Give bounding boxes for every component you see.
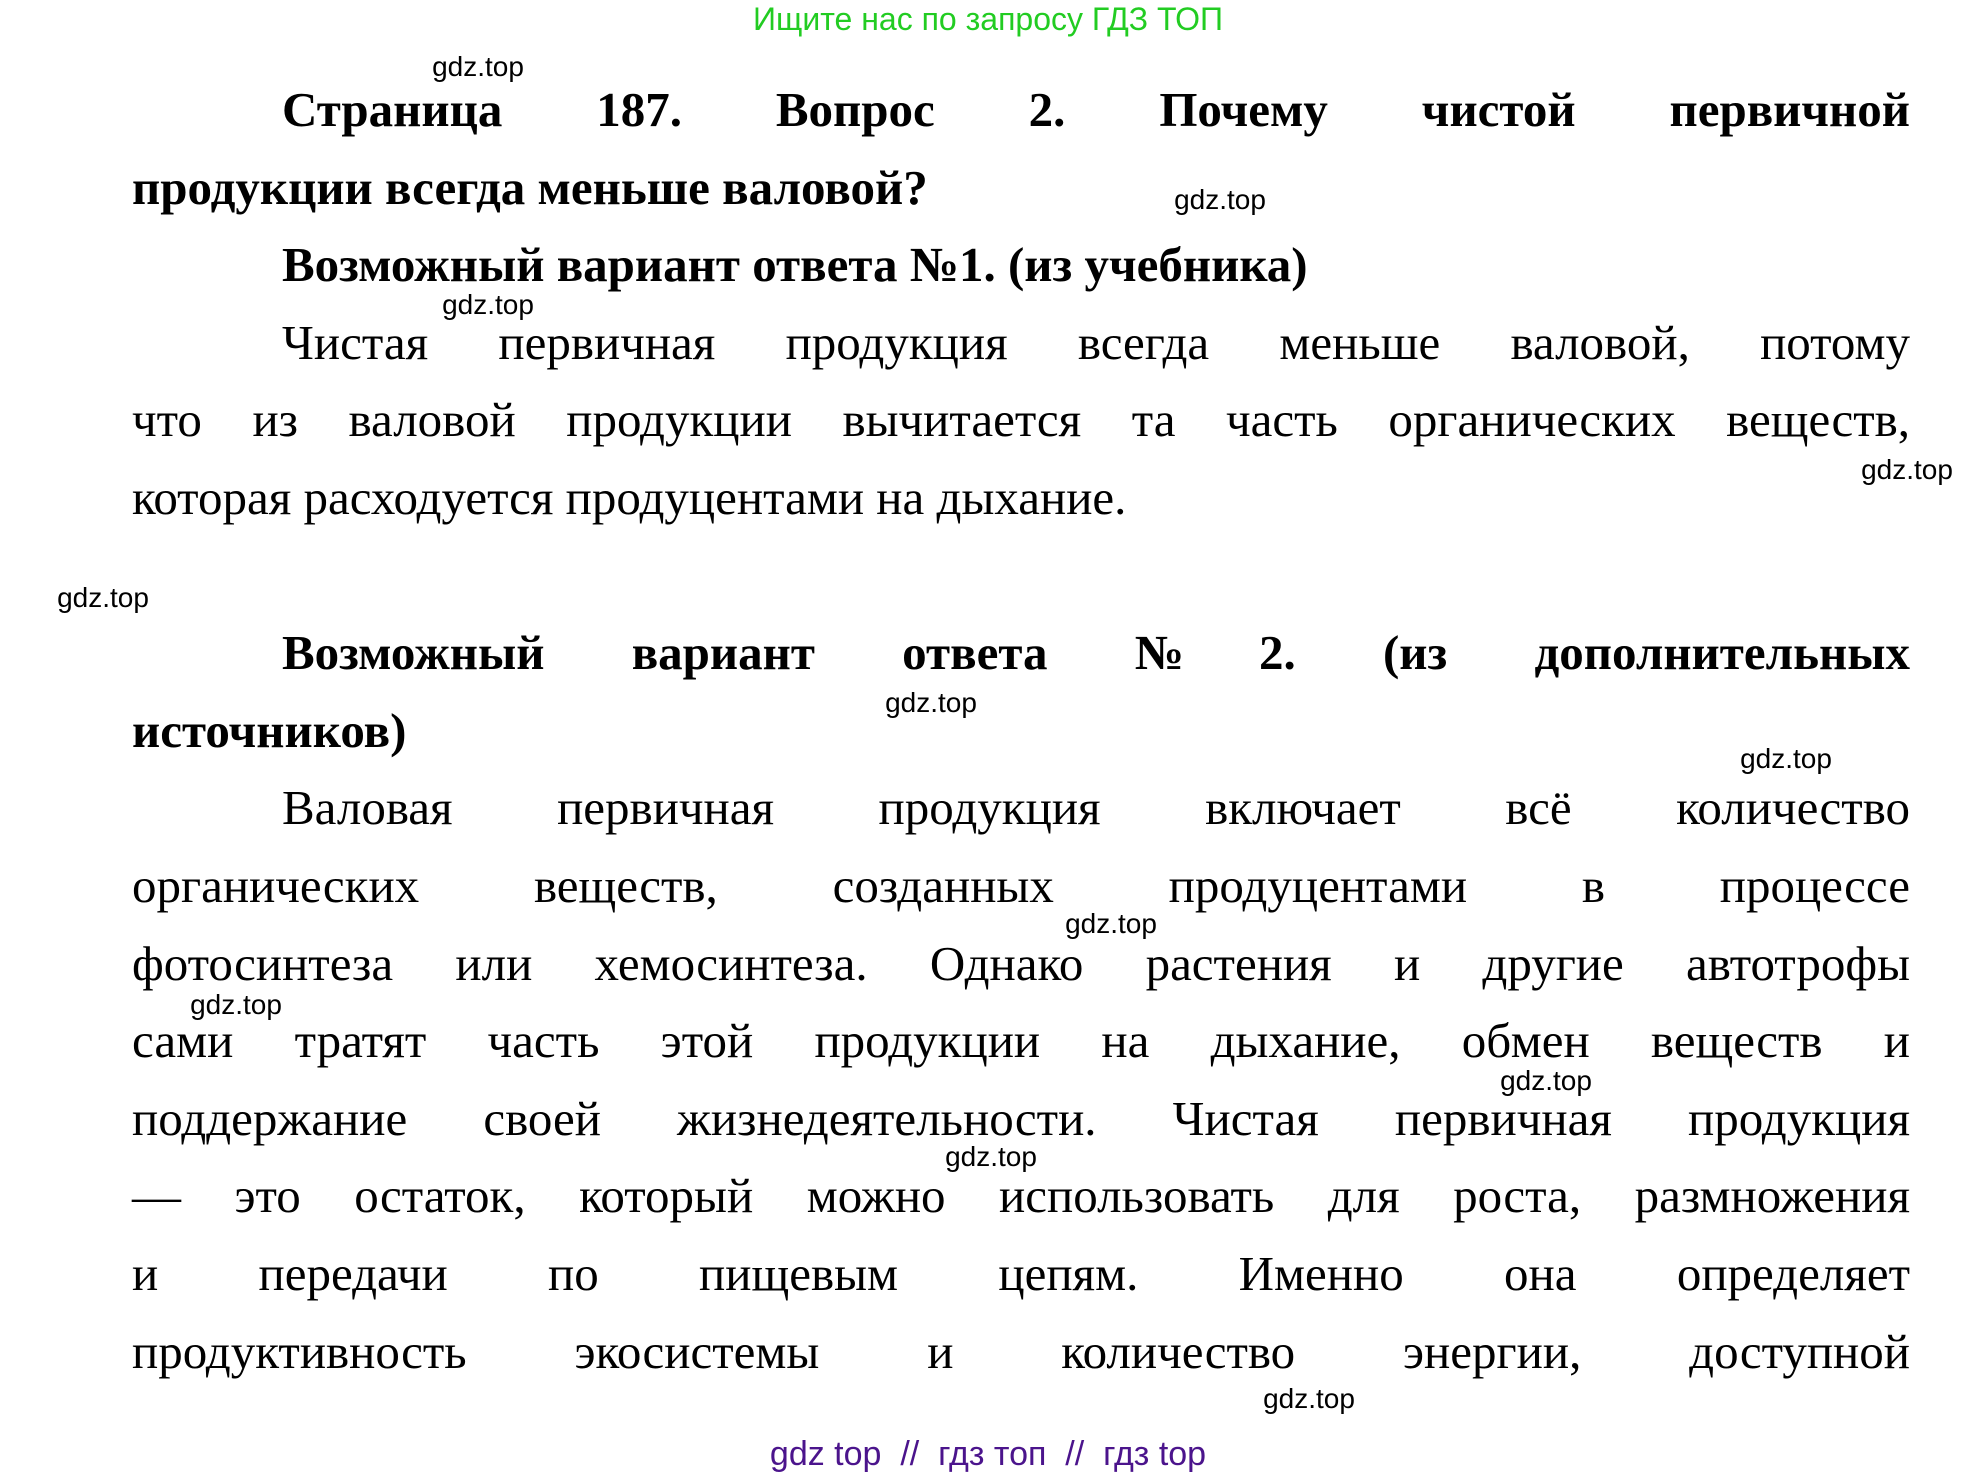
document-body — [132, 71, 1910, 1390]
watermark: gdz.top — [885, 687, 977, 718]
answer2-line: поддержание своей жизнедеятельности. Чистая первичная продукция — [132, 1090, 1910, 1146]
answer1-line: что из валовой продукции вычитается та часть органических веществ, — [132, 392, 1910, 448]
footer-watermark: gdz top // гдз топ // гдз top — [769, 1435, 1207, 1473]
watermark: gdz.top — [432, 51, 524, 82]
spacer — [132, 537, 1910, 615]
answer2-line: фотосинтеза или хемосинтеза. Однако растения и другие автотрофы — [132, 935, 1910, 991]
answer1-heading: Возможный вариант ответа №1. (из учебника) — [282, 237, 1308, 293]
answer1-line: Чистая первичная продукция всегда меньше валовой, потому — [282, 314, 1910, 370]
answer1-line: которая расходуется продуцентами на дыхание. — [132, 469, 1127, 525]
watermark: gdz.top — [57, 582, 149, 613]
answer2-line: и передачи по пищевым цепям. Именно она определяет — [132, 1245, 1910, 1301]
answer2-line: продуктивность экосистемы и количество энергии, доступной — [132, 1323, 1910, 1379]
answer2-line: — это остаток, который можно использовать для роста, размножения — [132, 1168, 1910, 1224]
search-banner: Ищите нас по запросу ГДЗ ТОП — [753, 1, 1223, 37]
answer2-line: сами тратят часть этой продукции на дыхание, обмен веществ и — [132, 1013, 1910, 1069]
watermark: gdz.top — [1065, 908, 1157, 939]
answer2-heading-line: источников) — [132, 702, 407, 758]
answer2-heading-line: Возможный вариант ответа №2. (из дополнительных — [282, 625, 1910, 681]
question-title-line: продукции всегда меньше валовой? — [132, 159, 928, 215]
watermark: gdz.top — [945, 1141, 1037, 1172]
question-title-line: Страница 187. Вопрос 2. Почему чистой первичной — [282, 82, 1910, 137]
watermark: gdz.top — [1861, 454, 1953, 485]
answer2-line: Валовая первичная продукция включает всё количество — [282, 780, 1910, 836]
watermark: gdz.top — [1500, 1065, 1592, 1096]
watermark: gdz.top — [1174, 184, 1266, 215]
watermark: gdz.top — [442, 289, 534, 320]
watermark: gdz.top — [190, 989, 282, 1020]
answer2-line: органических веществ, созданных продуцентами в процессе — [132, 857, 1910, 913]
watermark: gdz.top — [1740, 743, 1832, 774]
watermark: gdz.top — [1263, 1383, 1355, 1414]
